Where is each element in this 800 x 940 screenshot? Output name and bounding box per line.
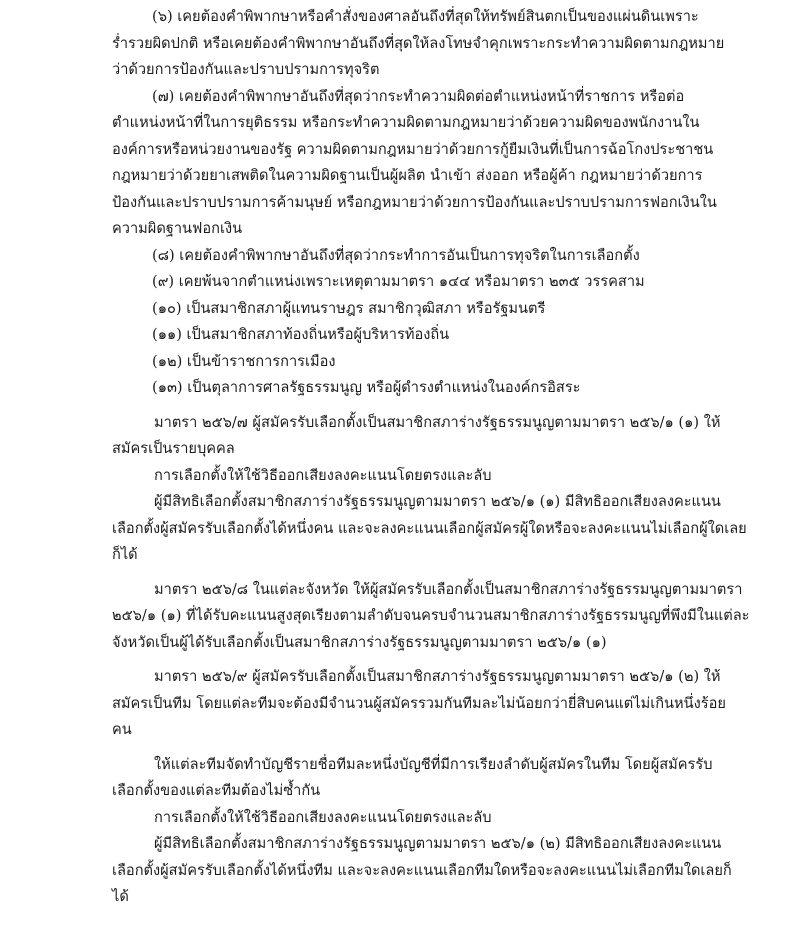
text-line: ให้แต่ละทีมจัดทำบัญชีรายชื่อทีมละหนึ่งบัญชีที่มีการเรียงลำดับผู้สมัครในทีม โดยผู้สมัครรับ [154,755,713,773]
text-line: ร่ำรวยผิดปกติ หรือเคยต้องคำพิพากษาอันถึงที่สุดให้ลงโทษจำคุกเพราะกระทำความผิดตามกฎหมาย [112,34,725,52]
text-line: เลือกตั้งผู้สมัครรับเลือกตั้งได้หนึ่งทีม และจะลงคะแนนเลือกทีมใดหรือจะลงคะแนนไม่เลือกทีมใดเลยก็ [112,861,732,879]
text-line: การเลือกตั้งให้ใช้วิธีออกเสียงลงคะแนนโดยตรงและลับ [154,808,492,826]
text-line: กฎหมายว่าด้วยยาเสพติดในความผิดฐานเป็นผู้ผลิต นำเข้า ส่งออก หรือผู้ค้า กฎหมายว่าด้วยการ [112,167,703,184]
text-line: ความผิดฐานฟอกเงิน [112,220,243,237]
text-line: ผู้มีสิทธิเลือกตั้งสมาชิกสภาร่างรัฐธรรมนูญตามมาตรา ๒๕๖/๑ (๒) มีสิทธิออกเสียงลงคะแนน [154,835,722,852]
text-line: ๒๕๖/๑ (๑) ที่ได้รับคะแนนสูงสุดเรียงตามลำดับจนครบจำนวนสมาชิกสภาร่างรัฐธรรมนูญที่พึงมีในแต่ละ [112,607,750,624]
text-line: (๘) เคยต้องคำพิพากษาอันถึงที่สุดว่ากระทำการอันเป็นการทุจริตในการเลือกตั้ง [152,246,640,264]
text-line: องค์การหรือหน่วยงานของรัฐ ความผิดตามกฎหมายว่าด้วยการกู้ยืมเงินที่เป็นการฉ้อโกงประชาชน [112,140,714,158]
text-line: ตำแหน่งหน้าที่ในการยุติธรรม หรือกระทำความผิดตามกฎหมายว่าด้วยความผิดของพนักงานใน [112,114,700,131]
paragraph-gap [112,656,722,664]
text-line: การเลือกตั้งให้ใช้วิธีออกเสียงลงคะแนนโดยตรงและลับ [154,466,492,484]
text-line: ป้องกันและปราบปรามการค้ามนุษย์ หรือกฎหมายว่าด้วยการป้องกันและปราบปรามการฟอกเงินใน [112,193,717,211]
text-line: (๖) เคยต้องคำพิพากษาหรือคำสั่งของศาลอันถึงที่สุดให้ทรัพย์สินตกเป็นของแผ่นดินเพราะ [152,8,699,25]
text-line: มาตรา ๒๕๖/๙ ผู้สมัครรับเลือกตั้งเป็นสมาชิกสภาร่างรัฐธรรมนูญตามมาตรา ๒๕๖/๑ (๒) ให้ [154,668,721,685]
text-line: สมัครเป็นทีม โดยแต่ละทีมจะต้องมีจำนวนผู้สมัครรวมกันทีมละไม่น้อยกว่ายี่สิบคนแต่ไม่เกินหนึ่งร้อย [112,694,726,712]
text-line: (๑๑) เป็นสมาชิกสภาท้องถิ่นหรือผู้บริหารท้องถิ่น [152,326,450,343]
text-line: เลือกตั้งผู้สมัครรับเลือกตั้งได้หนึ่งคน และจะลงคะแนนเลือกผู้สมัครผู้ใดหรือจะลงคะแนนไม่เลือกผู้ใดเลย [112,519,747,537]
text-line: มาตรา ๒๕๖/๗ ผู้สมัครรับเลือกตั้งเป็นสมาชิกสภาร่างรัฐธรรมนูญตามมาตรา ๒๕๖/๑ (๑) ให้ [154,413,721,431]
text-line: ผู้มีสิทธิเลือกตั้งสมาชิกสภาร่างรัฐธรรมนูญตามมาตรา ๒๕๖/๑ (๑) มีสิทธิออกเสียงลงคะแนน [154,493,721,510]
text-line: ว่าด้วยการป้องกันและปราบปรามการทุจริต [112,61,380,78]
text-line: สมัครเป็นรายบุคคล [112,440,235,457]
text-line: ก็ได้ [112,546,138,563]
text-line: จังหวัดเป็นผู้ได้รับเลือกตั้งเป็นสมาชิกสภาร่างรัฐธรรมนูญตามมาตรา ๒๕๖/๑ (๑) [112,633,607,651]
text-line: (๗) เคยต้องคำพิพากษาอันถึงที่สุดว่ากระทำความผิดต่อตำแหน่งหน้าที่ราชการ หรือต่อ [152,87,685,105]
text-line: (๑๐) เป็นสมาชิกสภาผู้แทนราษฎร สมาชิกวุฒิสภา หรือรัฐมนตรี [152,299,546,317]
paragraph-gap [112,569,722,577]
text-line: (๑๓) เป็นตุลาการศาลรัฐธรรมนูญ หรือผู้ดำรงตำแหน่งในองค์กรอิสระ [152,379,581,396]
text-line: (๑๒) เป็นข้าราชการการเมือง [152,352,336,370]
text-line: เลือกตั้งของแต่ละทีมต้องไม่ซ้ำกัน [112,782,321,799]
paragraph-gap [112,402,722,410]
text-line: (๙) เคยพ้นจากตำแหน่งเพราะเหตุตามมาตรา ๑๔๔ หรือมาตรา ๒๓๕ วรรคสาม [152,273,645,290]
paragraph-gap [112,744,722,752]
text-line: คน [112,721,132,738]
text-line: ได้ [112,888,129,905]
text-line: มาตรา ๒๕๖/๘ ในแต่ละจังหวัด ให้ผู้สมัครรับเลือกตั้งเป็นสมาชิกสภาร่างรัฐธรรมนูญตามมาตรา [154,580,743,598]
